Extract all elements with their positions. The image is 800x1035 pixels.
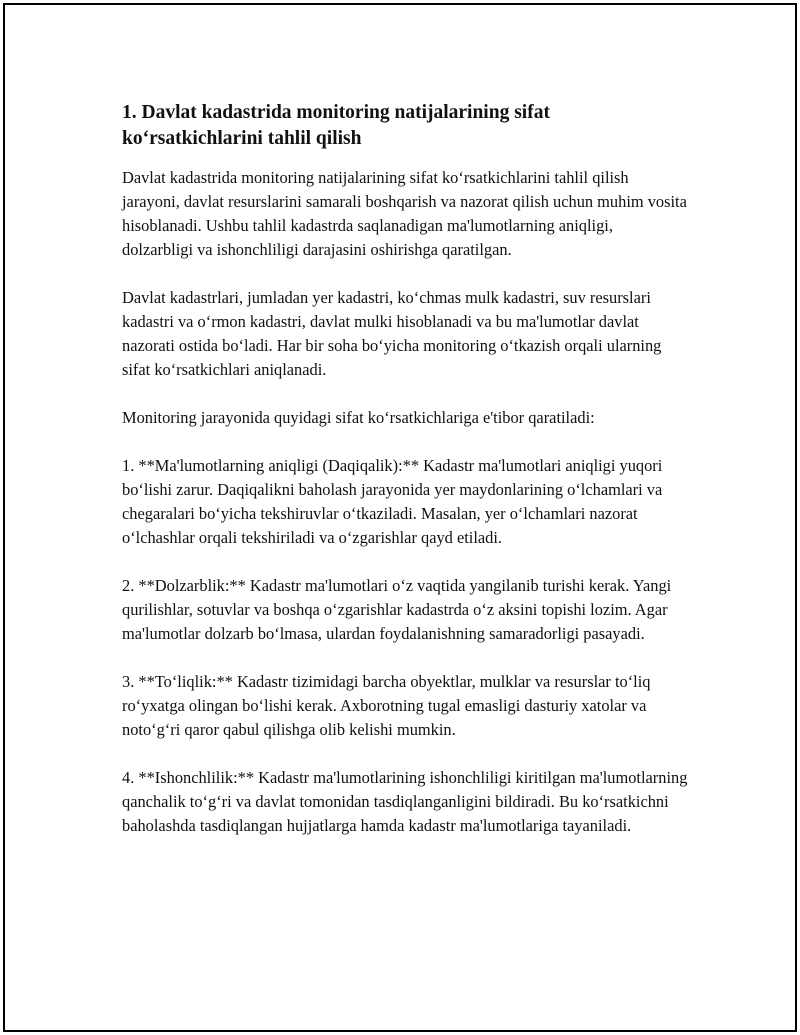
list-item-reliability: 4. **Ishonchlilik:** Kadastr ma'lumotlarining ishonchliligi kiritilgan ma'lumotlarning qanchalik to‘g‘ri va davlat tomonidan tasdiqlanganligini bildiradi. Bu ko‘rsatkichni baholashda tasdiqlangan hujjatlarga hamda kadastr ma'lumotlariga tayaniladi. <box>122 768 688 835</box>
list-item-accuracy: 1. **Ma'lumotlarning aniqligi (Daqiqalik):** Kadastr ma'lumotlari aniqligi yuqori bo‘lishi zarur. Daqiqalikni baholash jarayonida yer maydonlarining o‘lchamlari va chegaralari bo‘yicha tekshiruvlar o‘tkaziladi. Masalan, yer o‘lchamlari nazorat o‘lchashlar orqali tekshiriladi va o‘zgarishlar qayd etiladi. <box>122 456 663 547</box>
paragraph-intro: Davlat kadastrida monitoring natijalarining sifat ko‘rsatkichlarini tahlil qilish jarayoni, davlat resurslarini samarali boshqarish va nazorat qilish uchun muhim vosita hisoblanadi. Ushbu tahlil kadastrda saqlanadigan ma'lumotlarning aniqligi, dolzarbligi va ishonchliligi darajasini oshirishga qaratilgan. <box>122 168 687 259</box>
paragraph-cadastres: Davlat kadastrlari, jumladan yer kadastri, ko‘chmas mulk kadastri, suv resurslari kadastri va o‘rmon kadastri, davlat mulki hisoblanadi va bu ma'lumotlar davlat nazorati ostida bo‘ladi. Har bir soha bo‘yicha monitoring o‘tkazish orqali ularning sifat ko‘rsatkichlari aniqlanadi. <box>122 288 662 379</box>
paragraph-indicators-intro: Monitoring jarayonida quyidagi sifat ko‘rsatkichlariga e'tibor qaratiladi: <box>122 408 595 427</box>
document-body <box>122 100 688 862</box>
section-heading: 1. Davlat kadastrida monitoring natijalarining sifat ko‘rsatkichlarini tahlil qilish <box>122 102 550 149</box>
page-frame <box>3 3 797 1032</box>
list-item-completeness: 3. **To‘liqlik:** Kadastr tizimidagi barcha obyektlar, mulklar va resurslar to‘liq ro‘yxatga olingan bo‘lishi kerak. Axborotning tugal emasligi dasturiy xatolar va noto‘g‘ri qaror qabul qilishga olib kelishi mumkin. <box>122 672 651 739</box>
list-item-relevance: 2. **Dolzarblik:** Kadastr ma'lumotlari o‘z vaqtida yangilanib turishi kerak. Yangi qurilishlar, sotuvlar va boshqa o‘zgarishlar kadastrda o‘z aksini topishi lozim. Agar ma'lumotlar dolzarb bo‘lmasa, ulardan foydalanishning samaradorligi pasayadi. <box>122 576 672 643</box>
